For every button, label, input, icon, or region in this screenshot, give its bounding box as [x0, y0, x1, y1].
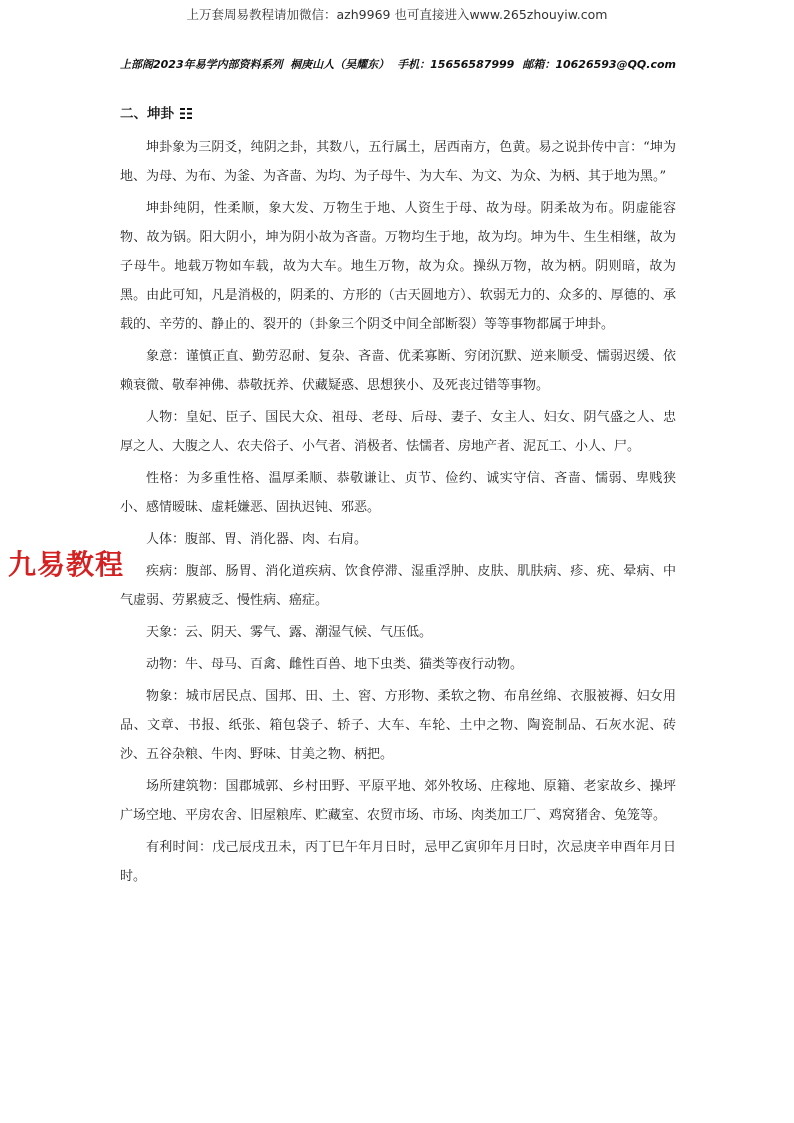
header-series-title: 上部阁2023年易学内部资料系列: [120, 58, 283, 71]
kun-trigram-icon: [180, 108, 192, 119]
header-email: 邮箱：10626593@QQ.com: [522, 58, 676, 71]
paragraph-animals: 动物：牛、母马、百禽、雌性百兽、地下虫类、猫类等夜行动物。: [146, 657, 524, 672]
paragraph-character: 性格：为多重性格、温厚柔顺、恭敬谦让、贞节、俭约、诚实守信、吝啬、懦弱、卑贱狭小、感情暧昧、虚耗嫌恶、固执迟钝、邪恶。: [120, 471, 676, 515]
paragraph-meaning: 象意：谨慎正直、勤劳忍耐、复杂、吝啬、优柔寡断、穷闭沉默、逆来顺受、懦弱迟缓、依赖衰微、敬奉神佛、恭敬抚养、伏藏疑惑、思想狭小、及死丧过错等事物。: [120, 349, 676, 393]
paragraph-people: 人物：皇妃、臣子、国民大众、祖母、老母、后母、妻子、女主人、妇女、阴气盛之人、忠厚之人、大腹之人、农夫俗子、小气者、消极者、怯懦者、房地产者、泥瓦工、小人、尸。: [120, 410, 676, 454]
paragraph-disease: 疾病：腹部、肠胃、消化道疾病、饮食停滞、湿重浮肿、皮肤、肌肤病、疹、疣、晕病、中气虚弱、劳累疲乏、慢性病、癌症。: [120, 564, 676, 608]
paragraph-body: 人体：腹部、胃、消化器、肉、右肩。: [146, 532, 368, 547]
document-header: [120, 56, 676, 72]
header-phone: 手机：15656587999: [397, 58, 515, 71]
section-heading: [120, 100, 676, 129]
paragraph-nature: 坤卦纯阴，性柔顺，象大发、万物生于地、人资生于母、故为母。阴柔故为布。阴虚能容物、故为锅。阳大阴小，坤为阴小故为吝啬。万物均生于地，故为均。坤为牛、生生相继，故为子母牛。地载万物如车载，故为大车。地生万物，故为众。操纵万物，故为柄。阴则暗，故为黑。由此可知，凡是消极的，阴柔的、方形的（古天圆地方）、软弱无力的、众多的、厚德的、承载的、辛劳的、静止的、裂开的（卦象三个阴爻中间全部断裂）等等事物都属于坤卦。: [120, 201, 676, 332]
paragraph-intro: 坤卦象为三阴爻，纯阴之卦，其数八，五行属土，居西南方，色黄。易之说卦传中言：“坤为地、为母、为布、为釜、为吝啬、为均、为子母牛、为大车、为文、为众、为柄、其于地为黑。”: [120, 140, 676, 184]
paragraph-places: 场所建筑物：国郡城郭、乡村田野、平原平地、郊外牧场、庄稼地、原籍、老家故乡、操坪广场空地、平房农舍、旧屋粮库、贮藏室、农贸市场、市场、肉类加工厂、鸡窝猪舍、兔笼等。: [120, 779, 676, 823]
paragraph-timing: 有利时间：戊己辰戌丑未，丙丁巳午年月日时，忌甲乙寅卯年月日时，次忌庚辛申酉年月日时。: [120, 840, 676, 884]
paragraph-objects: 物象：城市居民点、国邦、田、土、窖、方形物、柔软之物、布帛丝绵、衣服被褥、妇女用品、文章、书报、纸张、箱包袋子、轿子、大车、车轮、土中之物、陶瓷制品、石灰水泥、砖沙、五谷杂粮、牛肉、野味、甘美之物、柄把。: [120, 689, 676, 762]
red-stamp-watermark: 九易教程: [8, 548, 125, 581]
section-title-text: 二、坤卦: [120, 106, 174, 122]
top-watermark-banner: 上万套周易教程请加微信：azh9969 也可直接进入www.265zhouyiw.com: [186, 7, 608, 22]
paragraph-weather: 天象：云、阴天、雾气、露、潮湿气候、气压低。: [146, 625, 433, 640]
header-author: 桐庚山人（吴耀东）: [290, 58, 390, 71]
document-body: [120, 100, 676, 894]
header-contact: [290, 56, 676, 72]
